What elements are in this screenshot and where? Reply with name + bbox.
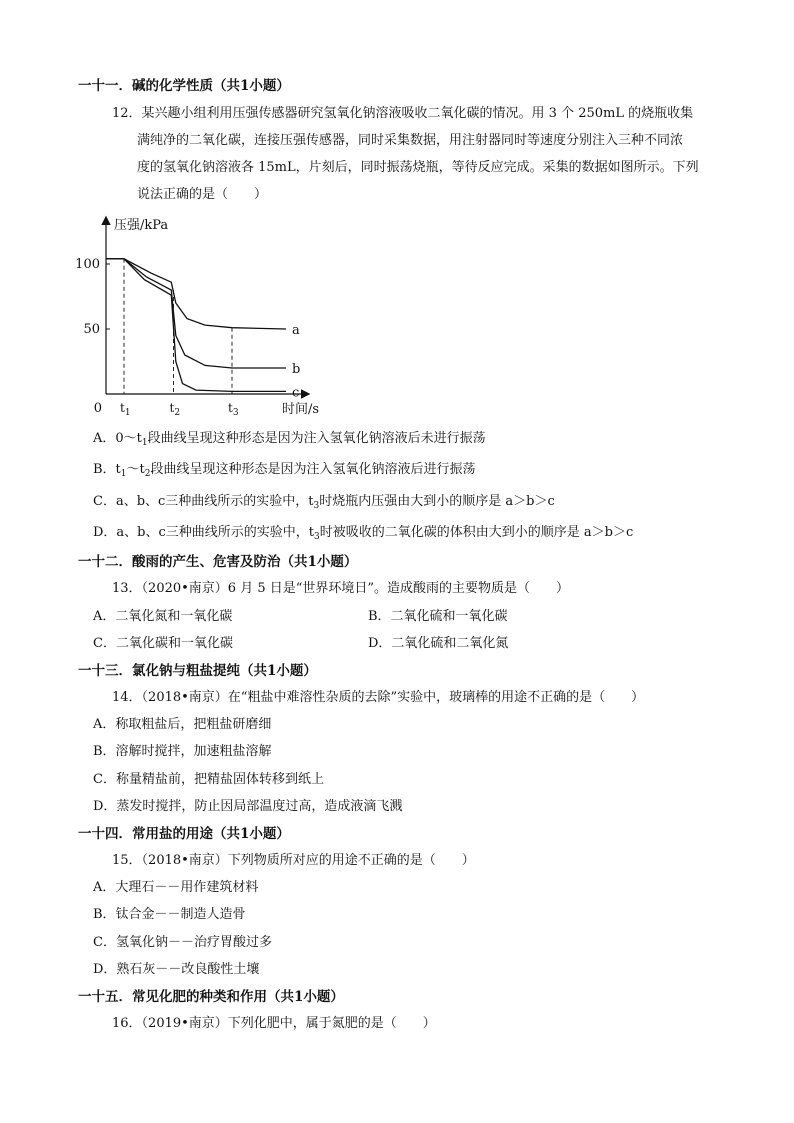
question-14-stem: 14．（2018•南京）在“粗盐中难溶性杂质的去除”实验中，玻璃棒的用途不正确的是（ ） [112, 690, 645, 705]
series-line-a [106, 259, 286, 329]
option-d-text-pre: D．a、b、c三种曲线所示的实验中，t [93, 525, 315, 540]
option-d-text-post: 时被吸收的二氧化碳的体积由大到小的顺序是 a＞b＞c [319, 525, 634, 540]
option-a-text-post: 段曲线呈现这种形态是因为注入氢氧化钠溶液后未进行振荡 [147, 431, 486, 446]
option-b-text-post: 段曲线呈现这种形态是因为注入氢氧化钠溶液后进行振荡 [150, 462, 476, 477]
question-12-line-1: 12．某兴趣小组利用压强传感器研究氢氧化钠溶液吸收二氧化碳的情况。用 3 个 250mL 的烧瓶收集 [112, 106, 694, 121]
option-a-text-pre: A．0～t [93, 431, 142, 446]
option-c-text-pre: C．a、b、c三种曲线所示的实验中，t [93, 494, 314, 509]
question-15-option-b[interactable]: B．钛合金－－制造人造骨 [93, 907, 246, 922]
question-14-option-b[interactable]: B．溶解时搅拌，加速粗盐溶解 [93, 744, 272, 759]
question-13-option-a[interactable]: A．二氧化氮和一氧化碳 [93, 609, 233, 624]
x-axis-label: 时间/s [282, 402, 320, 417]
y-tick-label: 100 [75, 257, 100, 272]
x-tick-label: $t_3$ [228, 401, 239, 418]
pressure-time-chart [70, 212, 340, 422]
series-line-b [106, 259, 286, 368]
question-12-option-c[interactable] [93, 493, 555, 515]
option-c-sub: 3 [313, 501, 320, 511]
series-label-c: c [292, 385, 300, 401]
option-b-sub-2: 2 [144, 469, 151, 479]
series-label-a: a [292, 323, 300, 338]
question-15-stem: 15．（2018•南京）下列物质所对应的用途不正确的是（ ） [112, 853, 475, 868]
question-15-option-d[interactable]: D．熟石灰－－改良酸性土壤 [93, 962, 260, 977]
section-heading-11: 一十一．碱的化学性质（共1小题） [78, 78, 290, 94]
option-b-text-pre: B．t [93, 462, 121, 477]
question-15-option-a[interactable]: A．大理石－－用作建筑材料 [93, 880, 259, 895]
y-tick-label: 50 [83, 322, 100, 337]
option-b-text-mid: ～t [126, 462, 145, 477]
section-heading-14: 一十四．常用盐的用途（共1小题） [78, 826, 290, 842]
question-14-option-a[interactable]: A．称取粗盐后，把粗盐研磨细 [93, 717, 272, 732]
series-label-b: b [292, 362, 301, 377]
question-12-option-a[interactable] [93, 430, 486, 452]
question-12-line-3: 度的氢氧化钠溶液各 15mL，片刻后，同时振荡烧瓶，等待反应完成。采集的数据如图所示。下列 [137, 160, 699, 175]
option-d-sub: 3 [314, 532, 320, 542]
section-heading-12: 一十二．酸雨的产生、危害及防治（共1小题） [78, 554, 358, 570]
question-13-stem: 13．（2020•南京）6 月 5 日是“世界环境日”。造成酸雨的主要物质是（ ） [112, 581, 570, 596]
option-c-text-post: 时烧瓶内压强由大到小的顺序是 a＞b＞c [319, 494, 555, 509]
question-12-option-d[interactable] [93, 524, 633, 546]
y-axis-label: 压强/kPa [114, 218, 169, 233]
question-12-line-4: 说法正确的是（ ） [137, 187, 268, 202]
x-tick-label: $t_2$ [169, 401, 181, 418]
section-heading-13: 一十三．氯化钠与粗盐提纯（共1小题） [78, 663, 317, 679]
question-14-option-c[interactable]: C．称量精盐前，把精盐固体转移到纸上 [93, 772, 324, 787]
question-12-stem [112, 100, 724, 208]
question-14-option-d[interactable]: D．蒸发时搅拌，防止因局部温度过高，造成液滴飞溅 [93, 799, 403, 814]
option-a-sub: 1 [141, 438, 148, 448]
option-b-sub-1: 1 [120, 469, 127, 479]
question-13-option-b[interactable]: B．二氧化硫和一氧化碳 [368, 609, 508, 624]
question-15-option-c[interactable]: C．氢氧化钠－－治疗胃酸过多 [93, 935, 272, 950]
question-12-option-b[interactable] [93, 461, 476, 483]
origin-label: 0 [93, 401, 102, 416]
series-line-c [106, 259, 286, 392]
question-16-stem: 16．（2019•南京）下列化肥中，属于氮肥的是（ ） [112, 1016, 436, 1031]
x-tick-label: $t_1$ [120, 401, 131, 418]
question-13-option-d[interactable]: D．二氧化硫和二氧化氮 [368, 636, 509, 651]
section-heading-15: 一十五．常见化肥的种类和作用（共1小题） [78, 989, 344, 1005]
question-13-option-c[interactable]: C．二氧化碳和一氧化碳 [93, 636, 233, 651]
question-12-line-2: 满纯净的二氧化碳，连接压强传感器，同时采集数据，用注射器同时等速度分别注入三种不同浓 [137, 133, 684, 148]
